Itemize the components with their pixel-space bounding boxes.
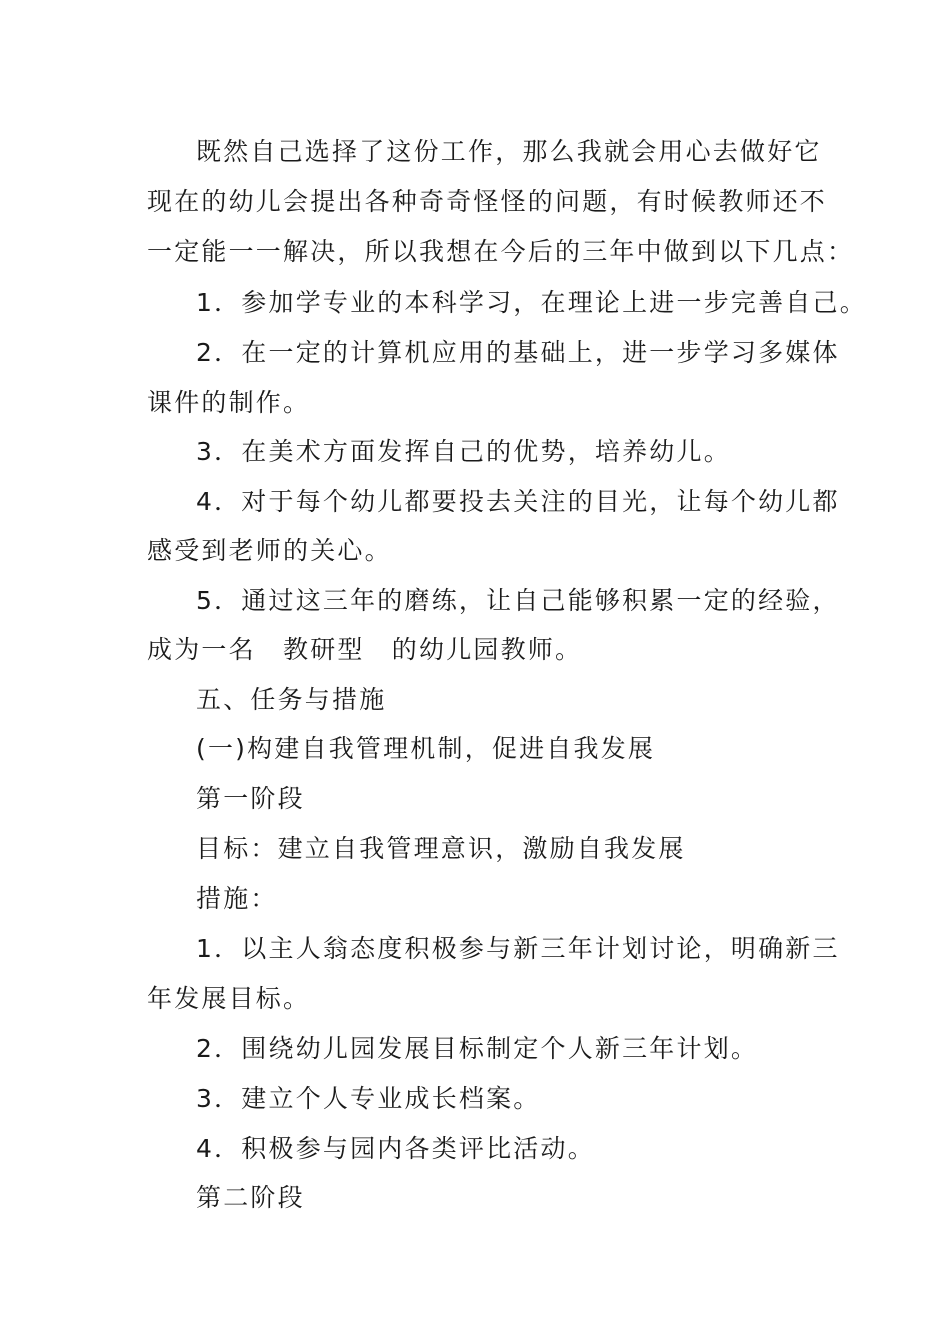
- list-item: 2．在一定的计算机应用的基础上，进一步学习多媒体: [196, 338, 840, 367]
- paragraph-line: 年发展目标。: [147, 984, 311, 1013]
- list-item: 3．在美术方面发挥自己的优势，培养幼儿。: [196, 437, 731, 466]
- paragraph-line: 课件的制作。: [147, 388, 311, 417]
- list-item: 3．建立个人专业成长档案。: [196, 1084, 541, 1113]
- measures-label: 措施：: [196, 884, 278, 913]
- list-item: 2．围绕幼儿园发展目标制定个人新三年计划。: [196, 1034, 759, 1063]
- subsection-heading: (一)构建自我管理机制，促进自我发展: [196, 734, 656, 763]
- stage-heading: 第二阶段: [196, 1183, 305, 1212]
- goal-line: 目标：建立自我管理意识，激励自我发展: [196, 834, 686, 863]
- list-item: 5．通过这三年的磨练，让自己能够积累一定的经验，: [196, 586, 840, 615]
- paragraph-line: 现在的幼儿会提出各种奇奇怪怪的问题，有时候教师还不: [147, 187, 828, 216]
- paragraph-line: 一定能一一解决，所以我想在今后的三年中做到以下几点：: [147, 237, 855, 266]
- list-item: 4．积极参与园内各类评比活动。: [196, 1134, 595, 1163]
- stage-heading: 第一阶段: [196, 784, 305, 813]
- list-item: 4．对于每个幼儿都要投去关注的目光，让每个幼儿都: [196, 487, 840, 516]
- paragraph-line: 既然自己选择了这份工作，那么我就会用心去做好它: [196, 137, 822, 166]
- list-item: 1．参加学专业的本科学习，在理论上进一步完善自己。: [196, 288, 867, 317]
- section-heading: 五、任务与措施: [196, 685, 387, 714]
- paragraph-line: 成为一名 教研型 的幼儿园教师。: [147, 635, 583, 664]
- paragraph-line: 感受到老师的关心。: [147, 536, 392, 565]
- list-item: 1．以主人翁态度积极参与新三年计划讨论，明确新三: [196, 934, 840, 963]
